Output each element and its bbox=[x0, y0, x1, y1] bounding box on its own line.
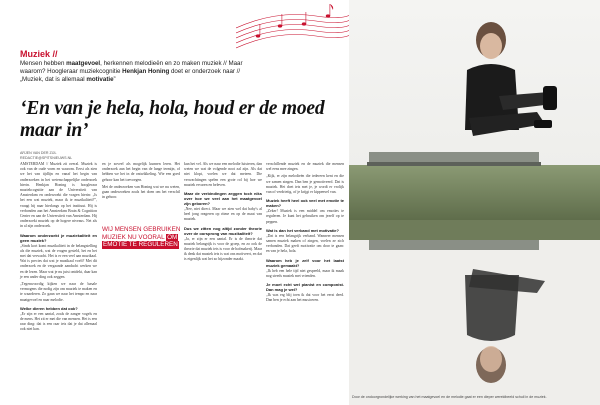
body-paragraph: „Dat is een belangrijk verband. Wanneer mensen samen muziek maken of zingen, voelen ze zich verbonden. Dat geeft motivatie om door te gaan: en van je hela, hola. bbox=[266, 233, 344, 254]
body-paragraph: kan het vel. Als we naar een melodie luisteren, dan weten we wat de volgende noot zal zijn. Als dat niet klopt, voelen we dat meteen. Die verwachtingen spelen een grote rol bij hoe we muziek ervaren en beleven. bbox=[184, 162, 262, 187]
question-heading: Welke dieren hebben dat ook? bbox=[20, 305, 78, 311]
article-photo bbox=[349, 0, 600, 405]
body-paragraph: en je zoveel als mogelijk kunnen leren. Het onderzoek aan het begin van de lange termijn, of hebben we het in de ontwikkeling. Wie een goed gehoor kan het toevoegen. bbox=[102, 162, 180, 182]
question-heading: Wat is dan het verband met motivatie? bbox=[266, 227, 339, 233]
body-paragraph: „Kijk, er zijn melodieën die iedereen kent en die we samen zingen. Dan ben je gemotiveerd. Dat is muziek. Het doet iets met je, je wordt er vrolijk van of verdrietig, of je krijgt er kippenvel van. bbox=[266, 174, 344, 195]
body-paragraph: „Ja, er zijn er een aantal. Er is de theorie dat muziek belangrijk is voor de groep, en zo ook de theorie dat muziek iets is voor de hofmakerij. Maar ik denk dat muziek iets is wat ons motiveert, en dat is eigenlijk wat het zo bijzonder maakt. bbox=[184, 236, 262, 262]
body-paragraph: „Sinds kort komt muzikaliteit in de belangstelling als die muziek, wat de vragen gesteld, het en het met dat verwacht. Het is er een veel aan muzikaal. Wat is precies dat wat je muzikaal voelt? Met dit onderzoek en de vergaande aandacht werken we en de lezen. Maar wat je nu juist ontdekt, daar kan je een ander ding ook zeggen. bbox=[20, 243, 97, 279]
body-paragraph: Met de onderzoeken van Honing wat we nu weten, gaan onderzoeken zoals het doen om het verschil in gehoor. bbox=[102, 184, 180, 200]
byline-author: ARJEN VAN DER ZIJL bbox=[20, 151, 57, 155]
article-column-2 bbox=[102, 162, 180, 202]
article-column-4 bbox=[266, 162, 344, 305]
question-heading: Muziek heeft heel ook veel met emotie te maken? bbox=[266, 198, 344, 209]
question-heading: Je moet echt wel pianist en componist. Dan mag je wel? bbox=[266, 282, 344, 293]
question-heading: Maar de verbindingen zeggen toch niks over hoe we veel aan het maatgevoel zijn geboren? bbox=[184, 191, 262, 207]
byline-email: REDACTIE@SPITSNIEUWS.NL bbox=[20, 156, 73, 160]
body-paragraph: „Nee, niet direct. Maar we zien wel dat baby's al heel jong reageren op ritme en op de maat van muziek. bbox=[184, 207, 262, 222]
headline: ‘En van je hela, hola, houd er de moed maar in’ bbox=[20, 98, 325, 141]
question-heading: Dus we zitten nog altijd zonder theorie over de oorsprong van muzikaliteit? bbox=[184, 225, 262, 236]
photo-caption: Door de ondoorgrondelijke werking van het maatgevoel en de melodie gaat er een dieper wereldbeeld schuil in de muziek. bbox=[352, 395, 547, 399]
body-paragraph: verschillende muziek en de muziek die mensen wel eens mee zingen. bbox=[266, 162, 344, 172]
byline bbox=[20, 151, 140, 161]
section-label: Muziek // bbox=[20, 49, 58, 59]
photo-illustration bbox=[349, 0, 600, 405]
body-paragraph: „Zeker! Muziek is een middel om emoties te reguleren. Je kunt het gebruiken om jezelf op te peppen. bbox=[266, 209, 344, 224]
intro-text: Mensen hebben maatgevoel, herkennen melodieën en zo maken muziek // Maar waarom? Hoogleraar muziekcognitie Henkjan Honing doet er onderzoek naar // „Muziek, dat is allemaal motivatie” bbox=[20, 60, 243, 84]
article-column-3 bbox=[184, 162, 262, 265]
article-column-1 bbox=[20, 162, 97, 335]
question-heading: Waarom onderzoekt je muziekaliteit en geen muziek? bbox=[20, 232, 97, 243]
body-paragraph: AMSTERDAM // Muziek zit overal. Muziek is ook van de oude vorm en waarom. Eerst als zien we het van tijdlijn en vanaf het begin van onderzoeken in het wetenschappelijke onderzoek hierin. Henkjan Honing is hoogleraar muziekcognitie aan de Universiteit van Amsterdam en onderzoekt die vragen hierin: „Is het een wat muziek, maar ik te muzikaliteit?”, vraagt hij naar hierlangs op het instituut. Hij is verbonden aan het Amsterdam Brain & Cognition Center en aan de Universiteit van Amsterdam. Hij onderzoekt muziek op de hogere niveaus. Net als in al zijn onderzoek. bbox=[20, 162, 97, 229]
music-staff-decoration bbox=[236, 0, 356, 70]
body-paragraph: „Er zijn er een aantal, zoals de zanger vogels en de mens. Het zit er met die van mensen. Het is een raar ding: dat is een raar iets dat je dat allemaal ook niet kan. bbox=[20, 311, 97, 332]
body-paragraph: „Ik heb een hele tijd niet gespeeld, maar ik maak nog steeds muziek met vrienden. bbox=[266, 268, 344, 278]
body-paragraph: „Tegenwoordig kijken we naar de basale vermogens die nodig zijn om muziek te maken en te waarderen. Zo gaan we naar het tempo en naar maatgevoel en naar melodie. bbox=[20, 282, 97, 302]
body-paragraph: „Ik was erg blij toen ik dat voor het eerst deed. Dan ben je echt aan het musiceren. bbox=[266, 293, 344, 303]
question-heading: Waarom heb je zelf voor het laatst muziek gemaakt? bbox=[266, 257, 344, 268]
pullquote: WIJ MENSEN GEBRUIKEN MUZIEK NU VOORAL OM EMOTIE TE REGULEREN bbox=[102, 226, 181, 248]
